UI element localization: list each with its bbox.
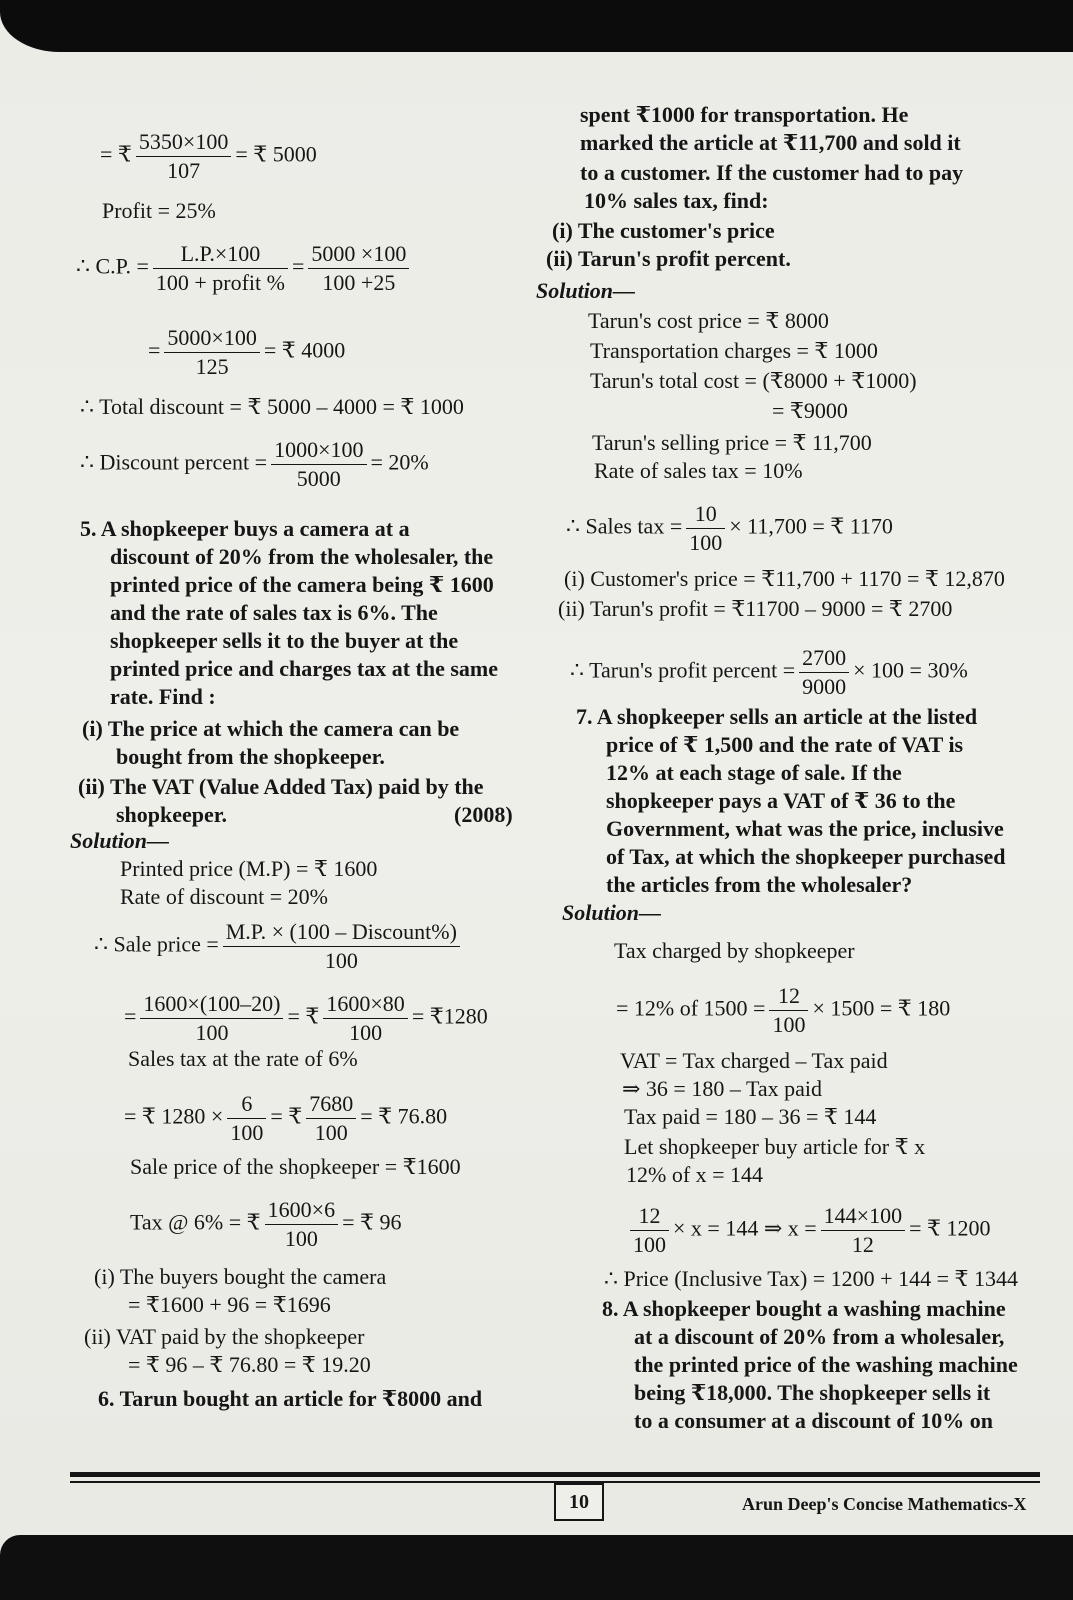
numerator: 6 xyxy=(227,1090,266,1119)
text: = xyxy=(124,1003,137,1029)
final-answer-line: ∴ Price (Inclusive Tax) = 1200 + 144 = ₹ 1344 xyxy=(604,1266,1018,1291)
denominator: 100 xyxy=(349,1020,383,1045)
solution-line: Printed price (M.P) = ₹ 1600 xyxy=(120,856,378,881)
question-7-line: shopkeeper pays a VAT of ₹ 36 to the xyxy=(606,788,956,813)
text: ∴ Discount percent = xyxy=(80,449,268,475)
denominator: 100 xyxy=(324,948,358,973)
question-5-line: printed price and charges tax at the same xyxy=(110,656,499,681)
fraction xyxy=(323,990,407,1047)
text: ∴ C.P. = xyxy=(76,253,149,279)
denominator: 100 xyxy=(689,530,723,555)
question-5-line: printed price of the camera being ₹ 1600 xyxy=(110,572,494,597)
cp-result-line xyxy=(148,324,345,381)
numerator: 12 xyxy=(769,982,808,1011)
denominator: 100 xyxy=(633,1232,666,1257)
text: = ₹ 1280 × xyxy=(124,1103,224,1129)
solution-heading: Solution— xyxy=(562,900,662,925)
numerator: 5350×100 xyxy=(136,128,231,157)
cp-calc-line xyxy=(100,128,317,185)
text: ∴ Sales tax = xyxy=(566,513,683,539)
text: = ₹ xyxy=(100,141,132,167)
text: ∴ Sale price = xyxy=(94,931,219,957)
sale-price-formula-line xyxy=(94,918,464,975)
fraction xyxy=(308,240,409,297)
answer-i-value: = ₹1600 + 96 = ₹1696 xyxy=(128,1292,331,1317)
numerator: 5000 ×100 xyxy=(308,240,409,269)
question-8-line: to a consumer at a discount of 10% on xyxy=(634,1408,993,1433)
tax-calc-line xyxy=(130,1196,402,1253)
denominator: 100 +25 xyxy=(322,270,396,295)
profit-percent-line xyxy=(570,644,968,701)
question-6-line: to a customer. If the customer had to pay xyxy=(580,160,964,185)
solution-line: VAT = Tax charged – Tax paid xyxy=(620,1048,888,1073)
solution-heading: Solution— xyxy=(70,828,170,853)
question-8-line: the printed price of the washing machine xyxy=(634,1352,1018,1377)
answer-i: (i) Customer's price = ₹11,700 + 1170 = ₹ 12,870 xyxy=(564,566,1005,591)
answer-i: (i) The buyers bought the camera xyxy=(94,1264,387,1289)
denominator: 100 xyxy=(230,1120,264,1145)
question-8-line: being ₹18,000. The shopkeeper sells it xyxy=(634,1380,991,1405)
question-5-line: bought from the shopkeeper. xyxy=(116,744,385,769)
text: × 11,700 = ₹ 1170 xyxy=(729,513,893,539)
solution-heading: Solution— xyxy=(536,278,636,303)
question-5-line: shopkeeper. xyxy=(116,802,228,827)
text: = ₹ 76.80 xyxy=(360,1103,448,1129)
question-6-part-ii: (ii) Tarun's profit percent. xyxy=(546,246,791,271)
numerator: 2700 xyxy=(799,644,849,673)
question-5: 5. A shopkeeper buys a camera at a xyxy=(80,516,410,541)
question-7-line: Government, what was the price, inclusive xyxy=(606,816,1004,841)
question-8-line: at a discount of 20% from a wholesaler, xyxy=(634,1324,1005,1349)
sale-price-calc-line xyxy=(124,990,488,1047)
fraction xyxy=(799,644,849,701)
page-shadow-top xyxy=(0,0,1073,52)
text: = ₹ xyxy=(287,1003,320,1029)
fraction xyxy=(164,324,259,381)
answer-ii: (ii) Tarun's profit = ₹11700 – 9000 = ₹ 2700 xyxy=(558,596,953,621)
text: = ₹ xyxy=(270,1103,303,1129)
numerator: 10 xyxy=(686,500,725,529)
solution-line: Sale price of the shopkeeper = ₹1600 xyxy=(130,1154,461,1179)
numerator: 1600×(100–20) xyxy=(140,990,283,1019)
denominator: 100 xyxy=(772,1012,806,1037)
solution-line: 12% of x = 144 xyxy=(626,1162,764,1187)
text: = ₹ 96 xyxy=(342,1209,402,1235)
fraction xyxy=(271,436,366,493)
denominator: 100 xyxy=(314,1120,348,1145)
profit-line: Profit = 25% xyxy=(102,198,216,223)
fraction xyxy=(223,918,460,975)
question-5-part-ii: (ii) The VAT (Value Added Tax) paid by the xyxy=(78,774,484,799)
discount-percent-line xyxy=(80,436,429,493)
denominator: 125 xyxy=(195,354,229,379)
numerator: 1600×80 xyxy=(323,990,407,1019)
solution-line: ⇒ 36 = 180 – Tax paid xyxy=(622,1076,822,1101)
solve-x-line xyxy=(626,1202,990,1259)
solution-line: Tax paid = 180 – 36 = ₹ 144 xyxy=(624,1104,877,1129)
answer-ii: (ii) VAT paid by the shopkeeper xyxy=(84,1324,365,1349)
fraction xyxy=(140,990,283,1047)
solution-line: Tarun's cost price = ₹ 8000 xyxy=(588,308,829,333)
question-6: 6. Tarun bought an article for ₹8000 and xyxy=(98,1386,483,1411)
solution-line: Rate of discount = 20% xyxy=(120,884,328,909)
text: = xyxy=(292,253,305,279)
numerator: M.P. × (100 – Discount%) xyxy=(223,918,460,947)
question-6-part-i: (i) The customer's price xyxy=(552,218,775,243)
question-5-line: discount of 20% from the wholesaler, the xyxy=(110,544,494,569)
fraction xyxy=(630,1202,669,1259)
book-title: Arun Deep's Concise Mathematics-X xyxy=(742,1494,1027,1514)
question-5-line: and the rate of sales tax is 6%. The xyxy=(110,600,438,625)
total-discount-line: ∴ Total discount = ₹ 5000 – 4000 = ₹ 1000 xyxy=(80,394,464,419)
question-6-line: marked the article at ₹11,700 and sold it xyxy=(580,130,961,155)
numerator: 1000×100 xyxy=(271,436,366,465)
text: ∴ Tarun's profit percent = xyxy=(570,657,796,683)
numerator: 5000×100 xyxy=(164,324,259,353)
question-7-line: 12% at each stage of sale. If the xyxy=(606,760,902,785)
question-7-line: price of ₹ 1,500 and the rate of VAT is xyxy=(606,732,964,757)
solution-line: Tax charged by shopkeeper xyxy=(614,938,855,963)
sales-tax-calc-line xyxy=(124,1090,447,1147)
answer-ii-value: = ₹ 96 – ₹ 76.80 = ₹ 19.20 xyxy=(128,1352,371,1377)
numerator: 1600×6 xyxy=(265,1196,338,1225)
text: = ₹1280 xyxy=(411,1003,488,1029)
text: × x = 144 ⇒ x = xyxy=(673,1215,817,1241)
numerator: 144×100 xyxy=(821,1202,905,1231)
question-7-line: the articles from the wholesaler? xyxy=(606,872,913,897)
denominator: 9000 xyxy=(802,674,847,699)
tax-charged-line xyxy=(616,982,950,1039)
numerator: 7680 xyxy=(306,1090,356,1119)
fraction xyxy=(306,1090,356,1147)
denominator: 107 xyxy=(167,158,201,183)
denominator: 12 xyxy=(851,1232,874,1257)
question-6-line: spent ₹1000 for transportation. He xyxy=(580,102,909,127)
text: = ₹ 4000 xyxy=(263,337,346,363)
denominator: 100 xyxy=(195,1020,229,1045)
sales-tax-line xyxy=(566,500,893,557)
solution-line: Tarun's selling price = ₹ 11,700 xyxy=(592,430,872,455)
text: = 12% of 1500 = xyxy=(616,995,766,1021)
question-7: 7. A shopkeeper sells an article at the listed xyxy=(576,704,978,729)
page-number: 10 xyxy=(554,1483,604,1521)
footer-rule-thick xyxy=(70,1472,1040,1477)
text: = ₹ 1200 xyxy=(909,1215,991,1241)
numerator: L.P.×100 xyxy=(153,240,288,269)
text: Tax @ 6% = ₹ xyxy=(130,1209,261,1235)
text: = ₹ 5000 xyxy=(235,141,317,167)
question-5-part-i: (i) The price at which the camera can be xyxy=(82,716,460,741)
fraction xyxy=(265,1196,338,1253)
fraction xyxy=(821,1202,905,1259)
question-6-line: 10% sales tax, find: xyxy=(584,188,769,213)
solution-line: = ₹9000 xyxy=(772,398,848,423)
denominator: 100 xyxy=(284,1226,318,1251)
question-8: 8. A shopkeeper bought a washing machine xyxy=(602,1296,1006,1321)
solution-line: Transportation charges = ₹ 1000 xyxy=(590,338,878,363)
solution-line: Let shopkeeper buy article for ₹ x xyxy=(624,1134,926,1159)
text: × 100 = 30% xyxy=(853,657,968,683)
page-shadow-bottom xyxy=(0,1535,1073,1600)
solution-line: Sales tax at the rate of 6% xyxy=(128,1046,358,1071)
year-tag: (2008) xyxy=(454,802,513,827)
fraction xyxy=(686,500,725,557)
fraction xyxy=(136,128,231,185)
fraction xyxy=(769,982,808,1039)
numerator: 12 xyxy=(630,1202,669,1231)
text: × 1500 = ₹ 180 xyxy=(812,995,951,1021)
question-5-line: shopkeeper sells it to the buyer at the xyxy=(110,628,459,653)
cp-formula-line xyxy=(76,240,413,297)
question-5-line: rate. Find : xyxy=(110,684,216,709)
fraction xyxy=(153,240,288,297)
text: = xyxy=(148,337,161,363)
denominator: 100 + profit % xyxy=(155,270,285,295)
denominator: 5000 xyxy=(296,466,341,491)
text: = 20% xyxy=(370,449,429,475)
question-7-line: of Tax, at which the shopkeeper purchased xyxy=(606,844,1006,869)
solution-line: Tarun's total cost = (₹8000 + ₹1000) xyxy=(590,368,917,393)
solution-line: Rate of sales tax = 10% xyxy=(594,458,803,483)
fraction xyxy=(227,1090,266,1147)
